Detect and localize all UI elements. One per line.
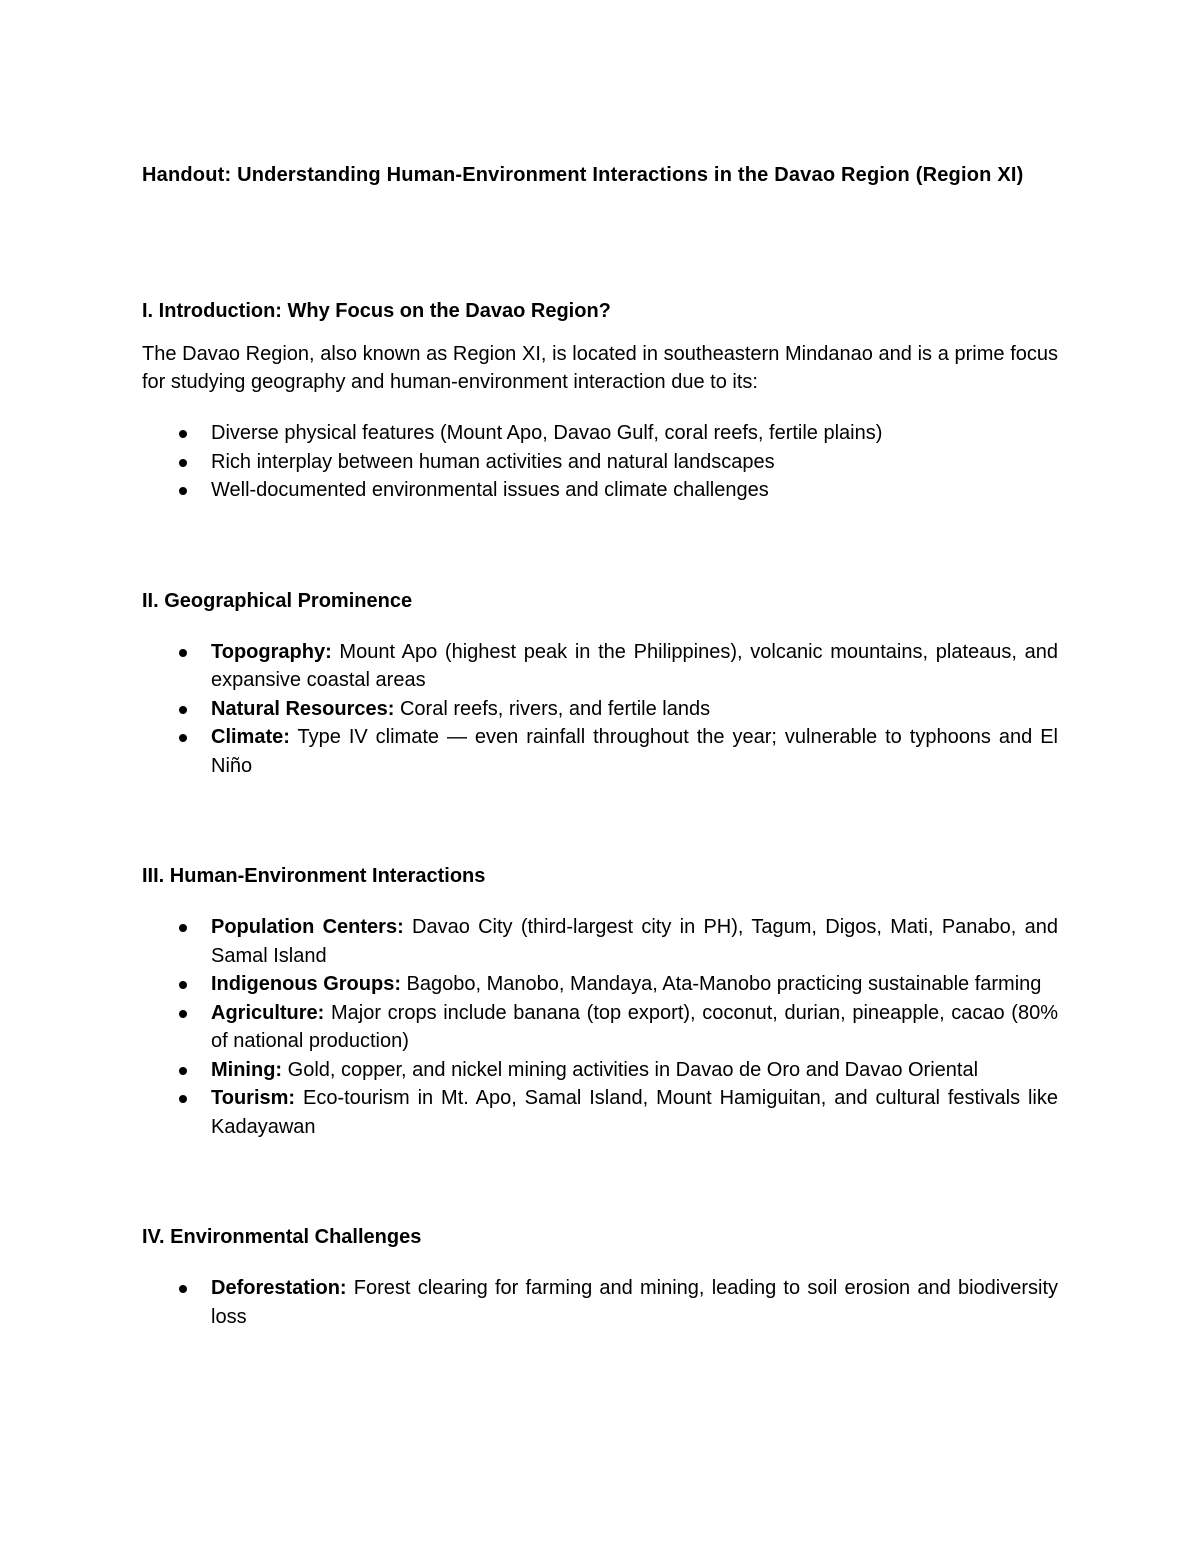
env-bullet-list (142, 1274, 1058, 1331)
list-item: Agriculture: Major crops include banana (top export), coconut, durian, pineapple, cacao (80% of national production) (142, 999, 1058, 1056)
bullet-icon (179, 981, 187, 989)
item-label: Tourism: (211, 1087, 296, 1109)
list-item: Diverse physical features (Mount Apo, Davao Gulf, coral reefs, fertile plains) (142, 419, 1058, 448)
list-item: Indigenous Groups: Bagobo, Manobo, Mandaya, Ata-Manobo practicing sustainable farming (142, 970, 1058, 999)
bullet-icon (179, 1095, 187, 1103)
item-label: Deforestation: (211, 1277, 347, 1299)
hei-bullet-list (142, 913, 1058, 1141)
list-item: Natural Resources: Coral reefs, rivers, and fertile lands (142, 695, 1058, 724)
item-label: Topography: (211, 640, 332, 663)
item-label: Population Centers: (211, 916, 404, 938)
bullet-icon (179, 734, 187, 742)
list-item: Topography: Mount Apo (highest peak in the Philippines), volcanic mountains, plateaus, and expansive coastal areas (142, 638, 1058, 695)
list-item: Deforestation: Forest clearing for farming and mining, leading to soil erosion and biodiversity loss (142, 1274, 1058, 1331)
list-item: Well-documented environmental issues and climate challenges (142, 476, 1058, 505)
section-heading-geographical-prominence: II. Geographical Prominence (142, 589, 413, 612)
section-heading-human-environment-interactions: III. Human-Environment Interactions (142, 865, 486, 887)
bullet-icon (179, 649, 187, 657)
bullet-icon (179, 487, 187, 495)
list-item: Rich interplay between human activities and natural landscapes (142, 448, 1058, 477)
item-label: Natural Resources: (211, 697, 395, 720)
bullet-icon (179, 924, 187, 932)
list-item: Mining: Gold, copper, and nickel mining activities in Davao de Oro and Davao Oriental (142, 1056, 1058, 1085)
intro-bullet-list (142, 419, 1058, 505)
bullet-icon (179, 1010, 187, 1018)
item-label: Mining: (211, 1058, 283, 1081)
item-label: Climate: (211, 726, 290, 748)
list-item: Population Centers: Davao City (third-largest city in PH), Tagum, Digos, Mati, Panabo, and Samal Island (142, 913, 1058, 970)
list-item: Climate: Type IV climate — even rainfall throughout the year; vulnerable to typhoons and El Niño (142, 723, 1058, 780)
bullet-icon (179, 430, 187, 438)
section-heading-introduction: I. Introduction: Why Focus on the Davao Region? (142, 300, 611, 322)
document-page (142, 160, 1058, 1331)
list-item: Tourism: Eco-tourism in Mt. Apo, Samal Island, Mount Hamiguitan, and cultural festivals like Kadayawan (142, 1084, 1058, 1141)
bullet-icon (179, 1285, 187, 1293)
intro-paragraph: The Davao Region, also known as Region XI, is located in southeastern Mindanao and is a prime focus for studying geography and human-environment interaction due to its: (142, 343, 1058, 393)
document-title: Handout: Understanding Human-Environment Interactions in the Davao Region (Region XI) (142, 164, 1024, 186)
section-heading-environmental-challenges: IV. Environmental Challenges (142, 1226, 422, 1248)
bullet-icon (179, 706, 187, 714)
geo-bullet-list (142, 638, 1058, 781)
bullet-icon (179, 459, 187, 467)
bullet-icon (179, 1067, 187, 1075)
item-label: Indigenous Groups: (211, 973, 401, 995)
item-label: Agriculture: (211, 1001, 325, 1024)
